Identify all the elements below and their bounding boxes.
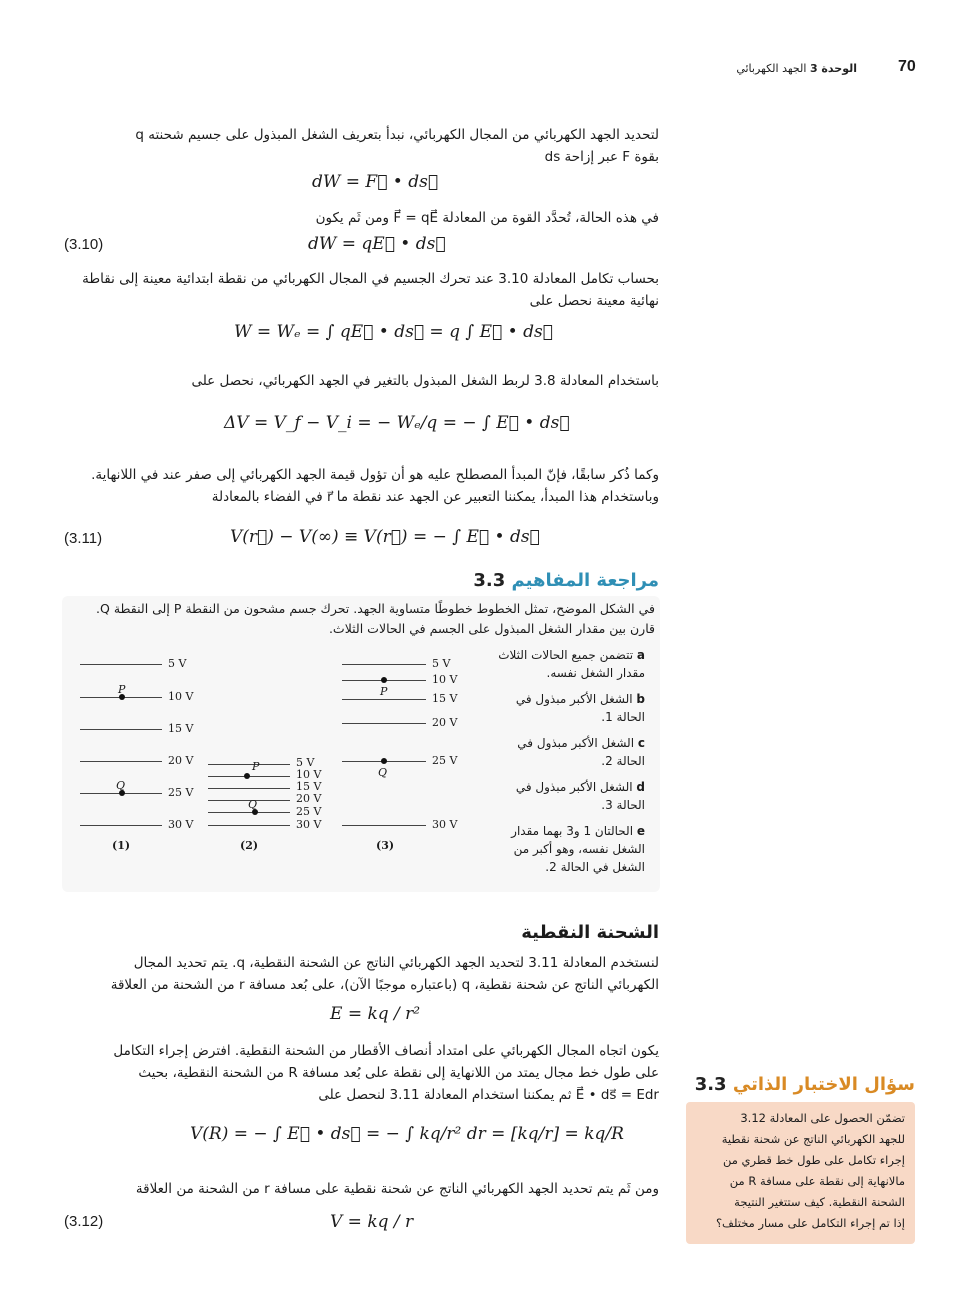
case3-label-p: P	[380, 685, 388, 698]
running-header	[736, 62, 857, 75]
option-c-text: الشغل الأكبر مبذول في الحالة 2.	[517, 736, 645, 768]
option-d-text: الشغل الأكبر مبذول في الحالة 3.	[515, 780, 645, 812]
equation-3-12: V = kq / r	[330, 1212, 414, 1232]
self-test-line-2: للجهد الكهربائي الناتج عن شحنة نقطية	[721, 1132, 905, 1146]
equation-field-point-charge: E = kq / r²	[330, 1004, 421, 1024]
case2-label-30v: 30 V	[296, 818, 322, 831]
equation-delta-v: ΔV = V_f − V_i = − Wₑ/q = − ∫ E⃗ • ds⃗	[224, 413, 570, 433]
intro-p3-line2: نهائية معينة نحصل على	[529, 293, 659, 309]
option-a-text: تتضمن جميع الحالات الثلاث مقدار الشغل نفسه.	[498, 648, 645, 680]
pc-p1-line2: الكهربائي الناتج عن شحنة نقطية، q (باعتباره موجبًا الآن)، على بُعد مسافة r من الشحنة من العلاقة	[110, 977, 659, 993]
concept-review-question	[65, 599, 655, 639]
case2-point-p	[244, 773, 250, 779]
pc-p2-line1: يكون اتجاه المجال الكهربائي على امتداد أنصاف الأقطار من الشحنة النقطية. افترض إجراء التكامل	[113, 1043, 659, 1059]
case2-caption: (2)	[240, 839, 259, 852]
concept-review-title-text: مراجعة المفاهيم	[511, 570, 659, 591]
pc-p2-line3: E⃗ • ds⃗ = Edr ثم يمكننا استخدام المعادلة 3.11 لنحصل على	[318, 1087, 659, 1103]
case1-label-p: P	[118, 683, 126, 696]
unit-label: الوحدة 3	[809, 62, 857, 75]
self-test-title	[695, 1074, 915, 1095]
question-line-2: قارن بين مقدار الشغل المبذول على الجسم في الحالات الثلاث.	[328, 621, 655, 636]
equation-number-3-10: (3.10)	[64, 236, 104, 253]
case3-line-15v	[342, 699, 426, 700]
case2-label-15v: 15 V	[296, 780, 322, 793]
case3-line-30v	[342, 825, 426, 826]
self-test-title-text: سؤال الاختبار الذاتي	[732, 1074, 915, 1095]
case3-line-20v	[342, 723, 426, 724]
case2-line-25v	[208, 812, 290, 813]
case2-label-q: Q	[248, 798, 258, 811]
equation-3-11: V(r⃗) − V(∞) ≡ V(r⃗) = − ∫ E⃗ • ds⃗	[230, 527, 540, 547]
case1-line-5v	[80, 664, 162, 665]
self-test-line-6: إذا تم إجراء التكامل على مسار مختلف؟	[715, 1216, 905, 1230]
case2-label-10v: 10 V	[296, 768, 322, 781]
option-d[interactable]	[495, 778, 645, 814]
case3-label-15v: 15 V	[432, 692, 458, 705]
case1-caption: (1)	[112, 839, 131, 852]
pc-p1-line1: لنستخدم المعادلة 3.11 لتحديد الجهد الكهربائي الناتج عن الشحنة النقطية، q. يتم تحديد المجال	[133, 955, 659, 971]
self-test-line-4: مالانهاية إلى نقطة على مسافة R من	[729, 1174, 905, 1188]
option-a[interactable]	[495, 646, 645, 682]
case1-label-20v: 20 V	[168, 754, 194, 767]
case3-point-p	[381, 677, 387, 683]
equation-3-10: dW = qE⃗ • ds⃗	[308, 234, 446, 254]
equation-potential-integral: V(R) = − ∫ E⃗ • ds⃗ = − ∫ kq/r² dr = [kq/r] = kq/R	[190, 1124, 624, 1144]
equation-work-integral: W = Wₑ = ∫ qE⃗ • ds⃗ = q ∫ E⃗ • ds⃗	[234, 322, 553, 342]
case3-caption: (3)	[376, 839, 395, 852]
case3-label-5v: 5 V	[432, 657, 451, 670]
case2-line-30v	[208, 825, 290, 826]
case1-line-30v	[80, 825, 162, 826]
option-b-text: الشغل الأكبر مبذول في الحالة 1.	[515, 692, 645, 724]
case1-line-15v	[80, 729, 162, 730]
self-test-body	[686, 1102, 915, 1234]
intro-paragraph-4: باستخدام المعادلة 3.8 لربط الشغل المبذول بالتغير في الجهد الكهربائي، نحصل على	[191, 373, 659, 389]
option-e[interactable]	[495, 822, 645, 876]
case2-line-15v	[208, 788, 290, 789]
case3-label-25v: 25 V	[432, 754, 458, 767]
case1-label-30v: 30 V	[168, 818, 194, 831]
point-charge-paragraph-2	[59, 1040, 659, 1106]
case1-label-5v: 5 V	[168, 657, 187, 670]
case2-line-5v	[208, 764, 290, 765]
intro-paragraph-3	[59, 268, 659, 312]
case2-label-25v: 25 V	[296, 805, 322, 818]
option-e-text: الحالتان 1 و3 بهما مقدار الشغل نفسه، وهو أكبر من الشغل في الحالة 2.	[511, 824, 645, 874]
case2-label-5v: 5 V	[296, 756, 315, 769]
intro-paragraph-5	[59, 464, 659, 508]
case3-label-q: Q	[378, 766, 388, 779]
case1-line-20v	[80, 761, 162, 762]
case3-label-30v: 30 V	[432, 818, 458, 831]
self-test-box	[686, 1102, 915, 1244]
point-charge-paragraph-1	[59, 952, 659, 996]
case3-label-10v: 10 V	[432, 673, 458, 686]
intro-p5-line2: وباستخدام هذا المبدأ، يمكننا التعبير عن الجهد عند نقطة ما r⃗ في الفضاء بالمعادلة	[211, 489, 659, 505]
equation-dw: dW = F⃗ • ds⃗	[312, 172, 439, 192]
question-line-1: في الشكل الموضح، تمثل الخطوط خطوطًا متساوية الجهد. تحرك جسم مشحون من النقطة P إلى النقطة Q.	[96, 601, 655, 616]
concept-review-number: 3.3	[473, 570, 506, 591]
equation-number-3-11: (3.11)	[64, 530, 103, 547]
pc-p2-line2: على طول خط مجال يمتد من اللانهاية إلى نقطة على بُعد مسافة R من الشحنة النقطية، بحيث	[138, 1065, 659, 1081]
self-test-line-1: تضمّن الحصول على المعادلة 3.12	[740, 1111, 905, 1125]
option-c[interactable]	[495, 734, 645, 770]
case1-label-25v: 25 V	[168, 786, 194, 799]
case2-label-p: P	[252, 760, 260, 773]
case1-label-10v: 10 V	[168, 690, 194, 703]
intro-p5-line1: وكما ذُكر سابقًا، فإنّ المبدأ المصطلح عليه هو أن تؤول قيمة الجهد الكهربائي إلى صفر عند في اللانهاية.	[91, 467, 659, 483]
case3-point-q	[381, 758, 387, 764]
intro-p1-line1: لتحديد الجهد الكهربائي من المجال الكهربائي، نبدأ بتعريف الشغل المبذول على جسيم شحنته q	[135, 127, 659, 143]
case3-line-5v	[342, 664, 426, 665]
option-c-letter: c	[637, 736, 645, 750]
case1-label-15v: 15 V	[168, 722, 194, 735]
option-b-letter: b	[636, 692, 645, 706]
option-b[interactable]	[495, 690, 645, 726]
self-test-line-3: إجراء تكامل على طول خط قطري من	[722, 1153, 905, 1167]
option-a-letter: a	[636, 648, 645, 662]
case1-label-q: Q	[116, 779, 126, 792]
page-number: 70	[898, 58, 916, 75]
point-charge-paragraph-3: ومن ثَم يتم تحديد الجهد الكهربائي الناتج عن شحنة نقطية على مسافة r من الشحنة من العلاقة	[135, 1181, 659, 1197]
concept-review-title	[473, 570, 659, 591]
equation-number-3-12: (3.12)	[64, 1213, 104, 1230]
intro-paragraph-1	[59, 124, 659, 168]
case2-label-20v: 20 V	[296, 792, 322, 805]
intro-p3-line1: بحساب تكامل المعادلة 3.10 عند تحرك الجسيم في المجال الكهربائي من نقطة ابتدائية معينة إلى نقاطة	[82, 271, 659, 287]
case3-label-20v: 20 V	[432, 716, 458, 729]
intro-paragraph-2: في هذه الحالة، تُحدَّد القوة من المعادلة F⃗ = qE⃗ ومن ثَم يكون	[315, 210, 659, 226]
option-d-letter: d	[636, 780, 645, 794]
point-charge-title: الشحنة النقطية	[521, 922, 659, 943]
self-test-number: 3.3	[694, 1074, 727, 1095]
option-e-letter: e	[636, 824, 645, 838]
self-test-line-5: الشحنة النقطية. كيف ستتغير النتيجة	[734, 1195, 905, 1209]
intro-p1-line2: بقوة F عبر إزاحة ds	[544, 149, 659, 165]
unit-title: الجهد الكهربائي	[736, 62, 807, 75]
